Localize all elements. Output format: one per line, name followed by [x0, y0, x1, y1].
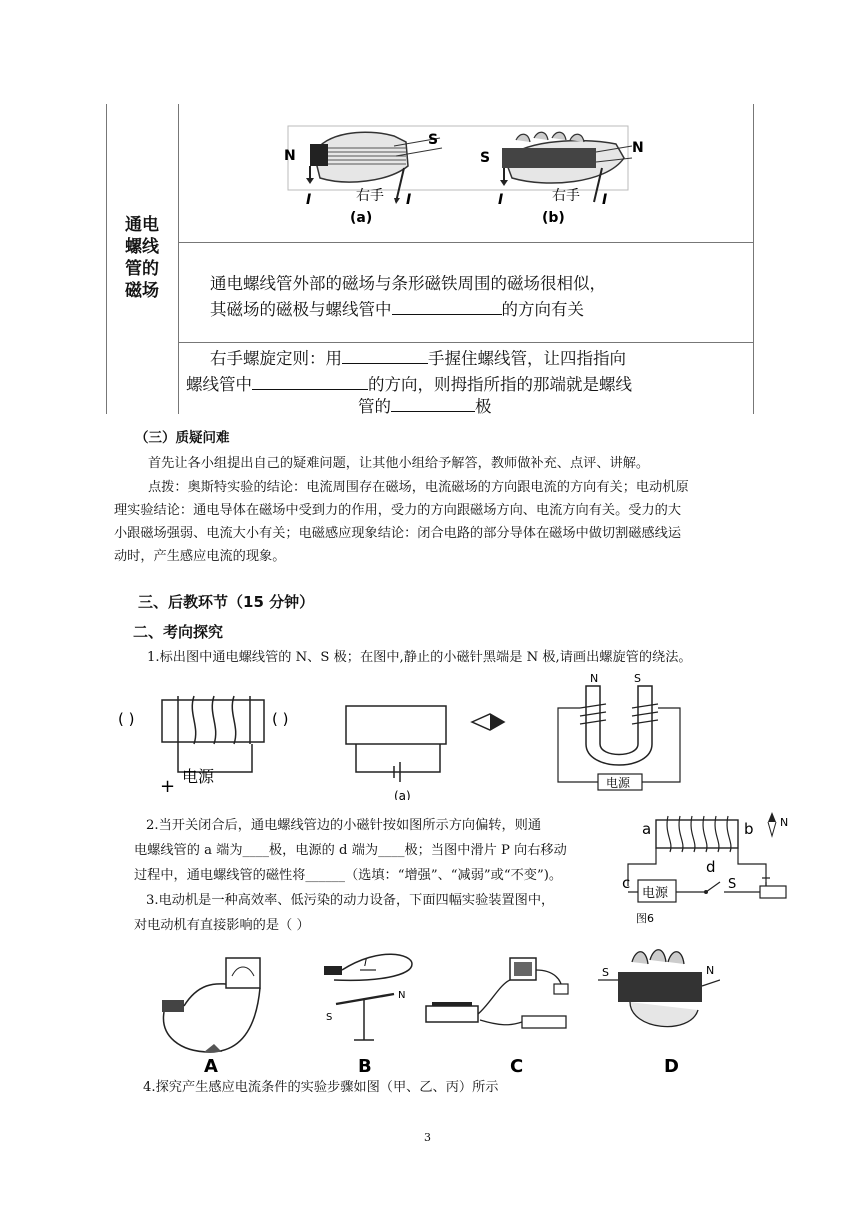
row-header-line: 磁场: [125, 281, 159, 301]
row-header-line: 管的: [125, 259, 159, 279]
q2-text: [134, 813, 628, 888]
q2-fig-n-label: N: [780, 816, 789, 829]
q1-fig1-left-bracket: ( ): [118, 710, 135, 728]
fig-a-n-label: N: [284, 148, 296, 164]
q3-option-d[interactable]: D: [664, 1056, 679, 1077]
hand-figure-b: [480, 132, 644, 226]
row2-line2-post: 的方向有关: [501, 300, 584, 319]
q3-fig-b: [324, 954, 412, 1077]
fig-a-s-label: S: [428, 132, 439, 148]
q3-figures: [150, 940, 720, 1080]
p2-line: 动时，产生感应电流的现象。: [114, 549, 286, 564]
blank-field: [252, 373, 368, 390]
fig-b-s-label: S: [480, 150, 491, 166]
table-column-divider: [178, 104, 179, 414]
q3-fig-d-n-label: N: [706, 964, 715, 977]
q2-fig-b-label: b: [744, 820, 754, 838]
q3-fig-c: [426, 958, 568, 1077]
p2-line: 点拨：奥斯特实验的结论：电流周围存在磁场，电流磁场的方向跟电流的方向有关；电动机原: [148, 480, 689, 495]
q2-fig-d-label: d: [706, 858, 716, 876]
fig-a-hand-label: 右手: [356, 188, 384, 204]
section-kaoxiang-title: 二、考向探究: [133, 623, 224, 641]
q1-fig1-power-label: 电源: [182, 767, 215, 786]
q3-text: [134, 888, 628, 938]
q1-fig1-plus: +: [160, 776, 176, 797]
table-row-header: [106, 214, 178, 302]
q3-fig-d: [598, 950, 720, 1077]
section-zhiyi-title: （三）质疑问难: [135, 430, 230, 446]
fig-a-current-label: I: [306, 192, 312, 208]
row3-l2-a: 螺线管中: [186, 375, 252, 394]
q3-option-c[interactable]: C: [510, 1056, 524, 1077]
q3-fig-b-s-label: S: [326, 1012, 333, 1023]
row2-line1: 通电螺线管外部的磁场与条形磁铁周围的磁场很相似，: [210, 274, 606, 293]
row3-line1: [210, 346, 626, 372]
q4-text: 4.探究产生感应电流条件的实验步骤如图（甲、乙、丙）所示: [143, 1080, 499, 1095]
hand-figure-a: [284, 132, 442, 226]
section-zhiyi-p2: [114, 476, 754, 568]
q1-fig3-power-label: 电源: [606, 776, 631, 790]
right-hand-rule-figure: [276, 122, 646, 234]
row3-l3-a: 管的: [358, 397, 391, 416]
q2-line: 过程中，通电螺线管的磁性将______（选填：“增强”、“减弱”或“不变”)。: [134, 868, 563, 883]
row2-line2-pre: 其磁场的磁极与螺线管中: [210, 300, 392, 319]
row3-l2-b: 的方向，则拇指所指的那端就是螺线: [368, 375, 632, 394]
q2-figure: [616, 806, 796, 924]
q3-fig-a: [162, 958, 260, 1077]
q2-fig-a-label: a: [642, 820, 652, 838]
row-header-line: 螺线: [125, 237, 159, 257]
row3-line3: [358, 394, 492, 420]
q3-fig-d-s-label: S: [602, 966, 609, 979]
q1-fig3-s-label: S: [634, 672, 641, 685]
q3-option-b[interactable]: B: [358, 1056, 372, 1077]
q3-fig-b-n-label: N: [398, 990, 406, 1001]
section-houjiao-title: 三、后教环节（15 分钟）: [138, 593, 315, 611]
solenoid-table: [106, 104, 754, 414]
fig-a-current-label-2: I: [406, 192, 412, 208]
q1-figures: [110, 668, 690, 800]
page-number: 3: [424, 1131, 431, 1144]
section-zhiyi-p1: 首先让各小组提出自己的疑难问题，让其他小组给予解答，教师做补充、点评、讲解。: [148, 456, 650, 471]
q1-fig3-u-magnet: [558, 672, 680, 790]
q3-line: 对电动机有直接影响的是（ ）: [134, 918, 310, 933]
q3-line: 3.电动机是一种高效率、低污染的动力设备，下面四幅实验装置图中，: [146, 893, 555, 908]
row3-l1-a: 右手螺旋定则：用: [210, 349, 342, 368]
fig-b-hand-label: 右手: [552, 188, 580, 204]
q1-text: 1.标出图中通电螺线管的 N、S 极；在图中,静止的小磁针黑端是 N 极,请画出螺旋管的绕法。: [147, 650, 692, 665]
q2-line: 2.当开关闭合后，通电螺线管边的小磁针按如图所示方向偏转，则通: [146, 818, 542, 833]
table-row-divider-1: [178, 242, 754, 243]
table-right-border: [753, 104, 754, 414]
q3-fig-b-current-label: I: [364, 958, 367, 969]
fig-b-current-label: I: [498, 192, 504, 208]
q3-option-a[interactable]: A: [204, 1056, 218, 1077]
q1-fig1-right-bracket: ( ): [272, 710, 289, 728]
q2-fig-power-label: 电源: [642, 886, 669, 901]
blank-field: [342, 347, 428, 364]
fig-b-caption: (b): [542, 210, 565, 226]
blank-field: [391, 395, 475, 412]
table-row-divider-2: [178, 342, 754, 343]
q1-fig2-caption: (a): [394, 789, 411, 800]
row3-l3-b: 极: [475, 397, 492, 416]
q2-line: 电螺线管的 a 端为____极，电源的 d 端为____极；当图中滑片 P 向右移动: [134, 843, 567, 858]
q1-fig2-solenoid: [346, 706, 504, 800]
row3-l1-b: 手握住螺线管，让四指指向: [428, 349, 626, 368]
q1-fig3-n-label: N: [590, 672, 599, 685]
p2-line: 小跟磁场强弱、电流大小有关；电磁感应现象结论：闭合电路的部分导体在磁场中做切割磁感线运: [114, 526, 682, 541]
p2-line: 理实验结论：通电导体在磁场中受到力的作用，受力的方向跟磁场方向、电流方向有关。受力的大: [114, 503, 682, 518]
fig-b-current-label-2: I: [602, 192, 608, 208]
q2-fig-c-label: c: [622, 874, 631, 892]
q1-fig1-solenoid: [118, 696, 288, 797]
fig-b-n-label: N: [632, 140, 644, 156]
row2-line2: [210, 297, 584, 323]
q2-fig-caption: 图6: [636, 912, 654, 924]
fig-a-caption: (a): [350, 210, 373, 226]
row-header-line: 通电: [125, 215, 159, 235]
blank-field: [392, 298, 502, 315]
q2-fig-s-label: S: [728, 877, 737, 892]
